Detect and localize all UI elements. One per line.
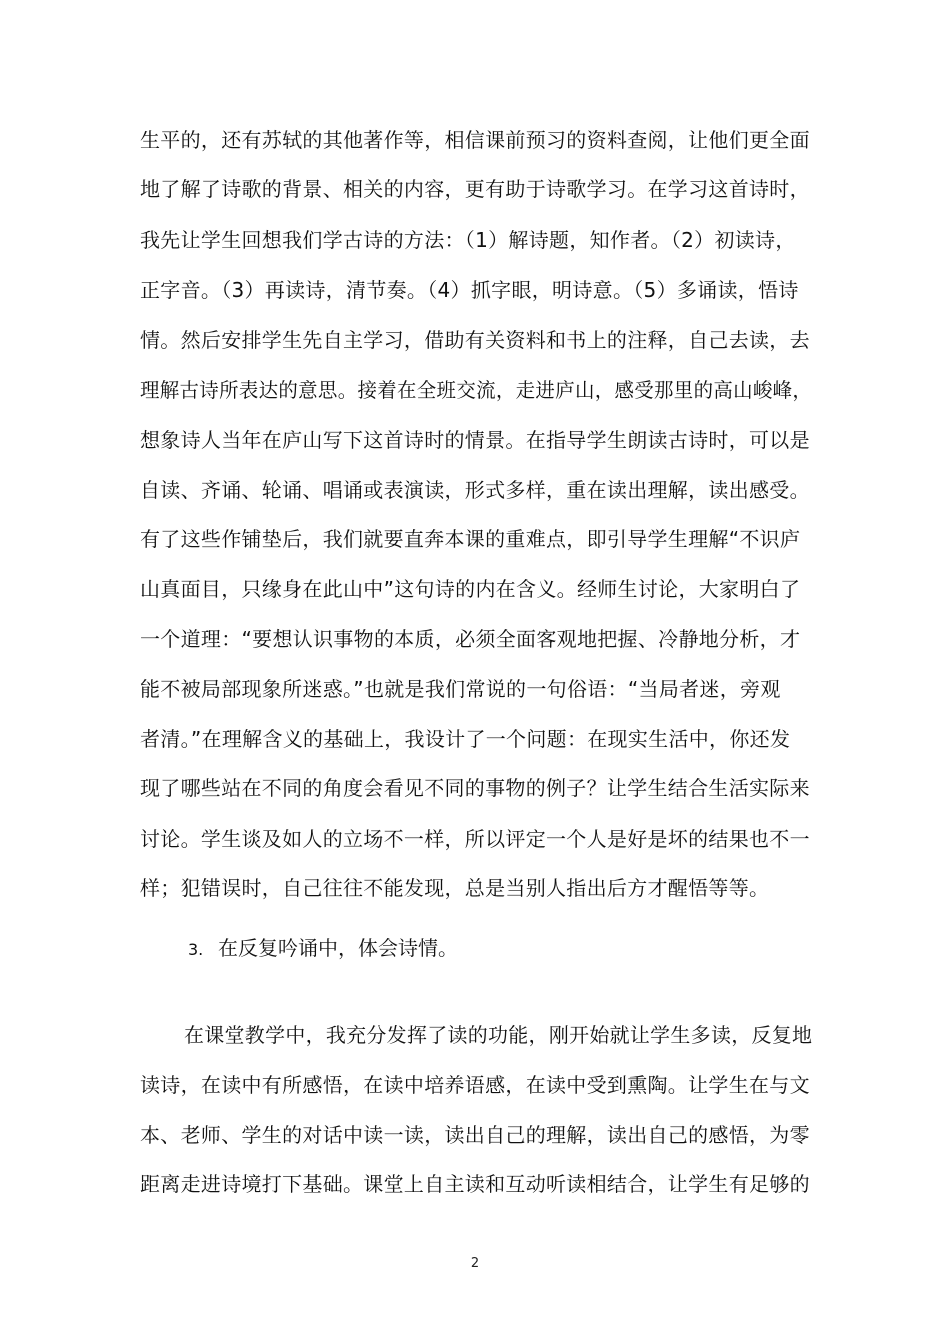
text-line: 正字音。（3）再读诗，清节奏。（4）抓字眼，明诗意。（5）多诵读，悟诗 bbox=[140, 278, 799, 302]
text-line: 本、老师、学生的对话中读一读，读出自己的理解，读出自己的感悟，为零 bbox=[140, 1123, 810, 1147]
text-line: 讨论。学生谈及如人的立场不一样，所以评定一个人是好是坏的结果也不一 bbox=[140, 827, 810, 851]
text-line: 想象诗人当年在庐山写下这首诗时的情景。在指导学生朗读古诗时，可以是 bbox=[140, 428, 810, 452]
text-line: 读诗，在读中有所感悟，在读中培养语感，在读中受到熏陶。让学生在与文 bbox=[140, 1073, 810, 1097]
section-title: 在反复吟诵中，体会诗情。 bbox=[218, 936, 458, 960]
text-line: 一个道理：“要想认识事物的本质，必须全面客观地把握、冷静地分析，才 bbox=[140, 627, 801, 651]
text-line: 有了这些作铺垫后，我们就要直奔本课的重难点，即引导学生理解“不识庐 bbox=[140, 527, 801, 551]
text-line: 现了哪些站在不同的角度会看见不同的事物的例子？让学生结合生活实际来 bbox=[140, 776, 810, 800]
section-heading bbox=[188, 934, 458, 964]
text-line: 情。然后安排学生先自主学习，借助有关资料和书上的注释，自己去读，去 bbox=[140, 328, 810, 352]
page-number: 2 bbox=[470, 1256, 480, 1271]
section-number: 3. bbox=[188, 940, 204, 959]
text-line: 能不被局部现象所迷惑。”也就是我们常说的一句俗语：“当局者迷，旁观 bbox=[140, 677, 781, 701]
text-line: 我先让学生回想我们学古诗的方法：（1）解诗题，知作者。（2）初读诗， bbox=[140, 228, 796, 252]
text-line: 样；犯错误时，自己往往不能发现，总是当别人指出后方才醒悟等等。 bbox=[140, 876, 770, 900]
text-line: 者清。”在理解含义的基础上，我设计了一个问题：在现实生活中，你还发 bbox=[140, 727, 791, 751]
text-line: 理解古诗所表达的意思。接着在全班交流，走进庐山，感受那里的高山峻峰， bbox=[140, 378, 813, 402]
text-line: 自读、齐诵、轮诵、唱诵或表演读，形式多样，重在读出理解，读出感受。 bbox=[140, 478, 810, 502]
text-line: 山真面目，只缘身在此山中”这句诗的内在含义。经师生讨论，大家明白了 bbox=[140, 577, 801, 601]
text-line: 生平的，还有苏轼的其他著作等，相信课前预习的资料查阅，让他们更全面 bbox=[140, 128, 810, 152]
text-line: 在课堂教学中，我充分发挥了读的功能，刚开始就让学生多读，反复地 bbox=[184, 1023, 813, 1047]
text-line: 地了解了诗歌的背景、相关的内容，更有助于诗歌学习。在学习这首诗时， bbox=[140, 177, 810, 201]
text-line: 距离走进诗境打下基础。课堂上自主读和互动听读相结合，让学生有足够的 bbox=[140, 1172, 810, 1196]
